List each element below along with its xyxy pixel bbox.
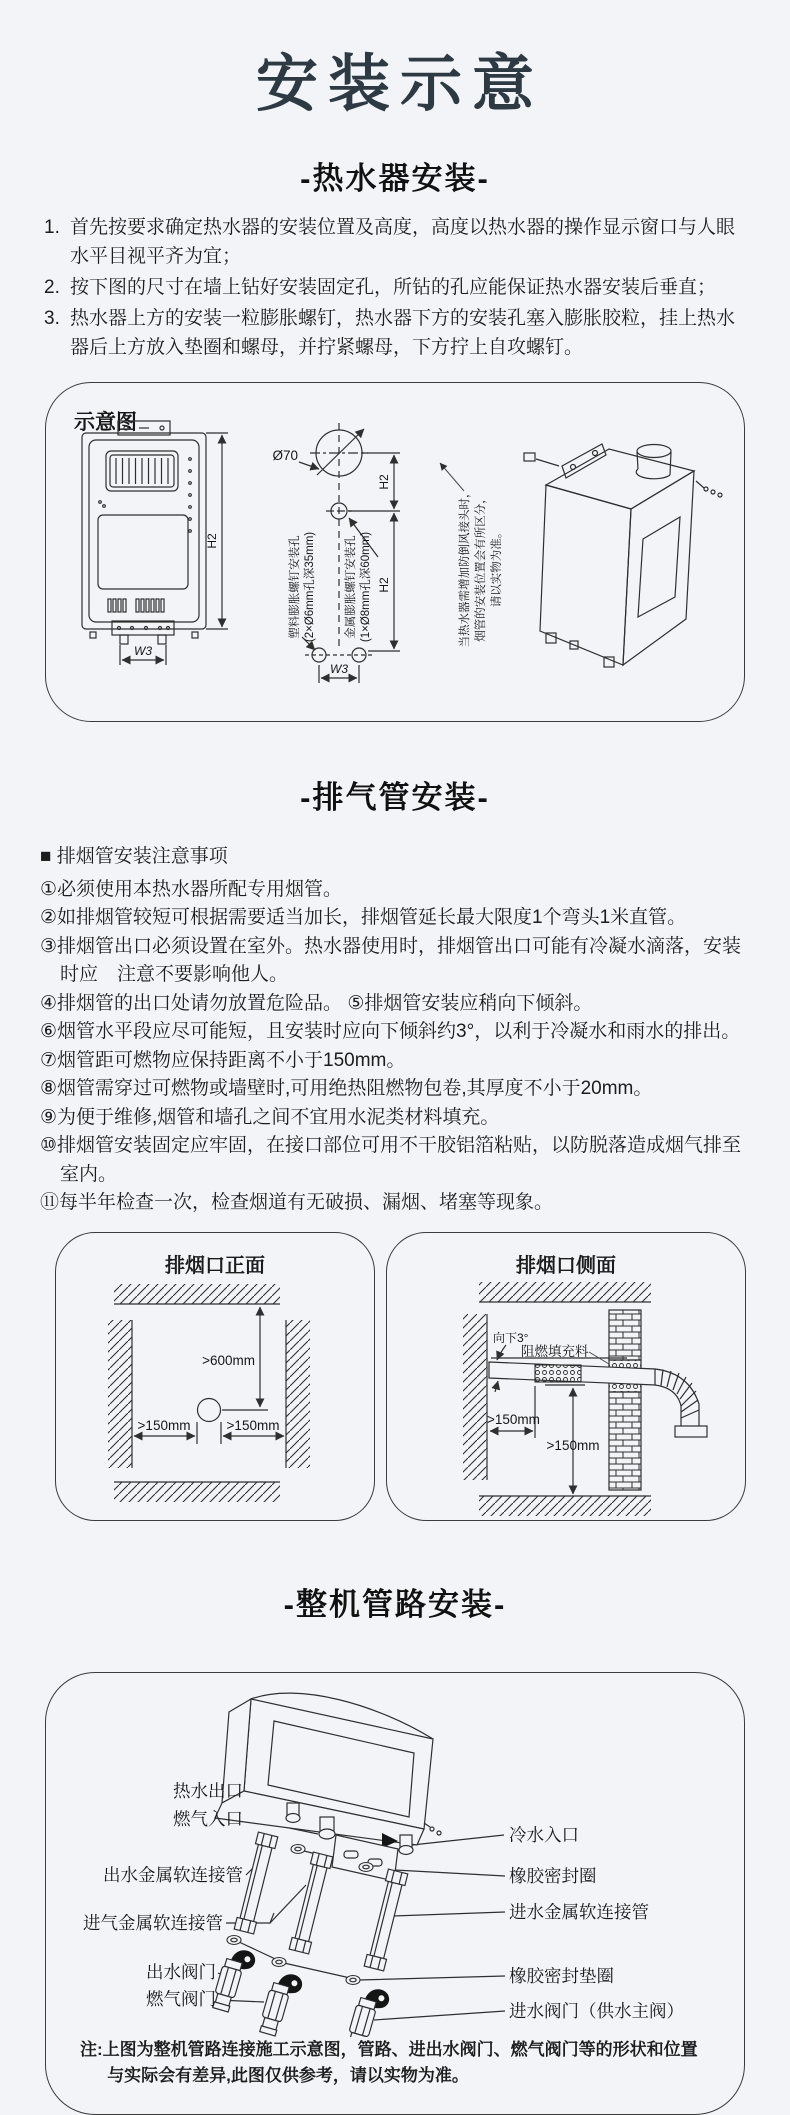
rubber-seal-washer: [272, 1957, 286, 1966]
note-item-10: ⑪每半年检查一次，检查烟道有无破损、漏烟、堵塞等现象。: [40, 1192, 554, 1214]
section-heading-piping-install: -整机管路安装-: [283, 1586, 507, 1622]
note-item-9: ⑩排烟管安装固定应牢固，在接口部位可用不干胶铝箔粘贴，以防脱落造成烟气排至室内。: [40, 1135, 742, 1185]
filler-label: 阻燃填充料: [521, 1343, 589, 1359]
dim-150mm-left: >150mm: [137, 1417, 191, 1433]
dim-h2-upper: H2: [377, 474, 391, 491]
rubber-seal-ring: [291, 1844, 305, 1853]
template-note-line3: 请以实物为准。: [491, 527, 503, 608]
step-text: 按下图的尺寸在墙上钻好安装固定孔，所钻的孔应能保证热水器安装后垂直；: [70, 276, 717, 298]
piping-note: [46, 2037, 744, 2104]
section-heading-exhaust-install: -排气管安装-: [300, 780, 490, 816]
note-item-4: ④排烟管的出口处请勿放置危险品。 ⑤排烟管安装应稍向下倾斜。: [40, 992, 593, 1014]
flue-side-drawing: [387, 1278, 742, 1520]
step-text: 热水器上方的安装一粒膨胀螺钉，热水器下方的安装孔塞入膨胀胶粒，挂上热水器后上方放入垫圈和螺母，并拧紧螺母，下方拧上自攻螺钉。: [70, 307, 736, 358]
heater-isometric-view: [524, 444, 722, 667]
heater-front-view: [82, 421, 206, 644]
flue-side-title: 排烟口侧面: [516, 1254, 616, 1277]
note-item-7: ⑧烟管需穿过可燃物或墙壁时,可用绝热阻燃物包卷,其厚度不小于20mm。: [40, 1078, 653, 1100]
step-number: 3.: [44, 307, 60, 329]
label-gas-valve: 燃气阀门: [146, 1988, 216, 2009]
section-heading-heater-install: -热水器安装-: [300, 161, 490, 196]
dim-w3-template: W3: [330, 662, 348, 677]
label-gas-inlet: 燃气入口: [173, 1808, 243, 1829]
step-1: [44, 214, 746, 272]
flue-diagrams-row: [55, 1232, 745, 1521]
plastic-anchor-hole-spec: (2×Ø6mm孔深35mm): [304, 532, 316, 643]
label-outlet-valve: 出水阀门: [146, 1961, 216, 1982]
label-outlet-flex-pipe: 出水金属软连接管: [103, 1864, 243, 1885]
label-rubber-seal-washer: 橡胶密封垫圈: [509, 1965, 614, 1986]
flue-front-panel: [55, 1232, 375, 1521]
label-inlet-valve: 进水阀门（供水主阀）: [509, 2000, 684, 2021]
exhaust-notes-title: ■ 排烟管安装注意事项: [40, 846, 228, 868]
template-note-line2: 烟管的安装位置会有所区分，: [475, 492, 487, 643]
drilling-template: [272, 423, 400, 683]
piping-exploded-drawing: [46, 1677, 746, 2037]
note-item-2: ②如排烟管较短可根据需要适当加长，排烟管延长最大限度1个弯头1米直管。: [40, 907, 687, 929]
inlet-flex-pipe: [364, 1869, 408, 1971]
inlet-valve: [345, 1984, 392, 2037]
note-item-8: ⑨为便于维修,烟管和墙孔之间不宜用水泥类材料填充。: [40, 1106, 500, 1128]
step-number: 1.: [44, 217, 60, 238]
gas-valve: [258, 1969, 305, 2037]
metal-anchor-hole-spec: (1×Ø8mm孔深60mm): [360, 532, 372, 643]
exhaust-notes: [0, 817, 790, 1218]
mounting-schematic-panel: [45, 382, 745, 722]
step-3: [44, 305, 746, 363]
heater-install-steps: [0, 198, 790, 362]
dim-w3-front: W3: [134, 644, 152, 659]
piping-schematic-panel: [45, 1672, 745, 2115]
step-text: 首先按要求确定热水器的安装位置及高度，高度以热水器的操作显示窗口与人眼水平目视平齐为宜；: [70, 217, 736, 267]
down-3deg-label: 向下3°: [493, 1330, 529, 1345]
dim-150mm-right: >150mm: [226, 1417, 280, 1433]
dim-h2-front: H2: [205, 533, 219, 550]
note-item-5: ⑥烟管水平段应尽可能短，且安装时应向下倾斜约3°，以利于冷凝水和雨水的排出。: [40, 1021, 741, 1043]
page-title: 安装示意: [255, 47, 544, 120]
dim-h2-lower: H2: [377, 577, 391, 594]
label-hot-water-outlet: 热水出口: [173, 1780, 243, 1801]
template-note: [440, 463, 503, 648]
template-note-line1: 当热水器需增加防倒风接头时，: [459, 486, 471, 648]
rubber-seal-washer: [227, 1935, 241, 1944]
label-gas-flex-pipe: 进气金属软连接管: [83, 1912, 223, 1933]
dim-dia70: Ø70: [272, 448, 298, 464]
note-item-6: ⑦烟管距可燃物应保持距离不小于150mm。: [40, 1049, 406, 1071]
plastic-anchor-hole-label: 塑料膨胀螺钉安装孔: [289, 535, 301, 640]
mounting-schematic-drawing: [46, 389, 744, 719]
dim-150mm-wall: >150mm: [487, 1411, 540, 1427]
note-item-1: ①必须使用本热水器所配专用烟管。: [40, 878, 343, 900]
outlet-valve: [211, 1945, 258, 2015]
label-cold-water-inlet: 冷水入口: [509, 1824, 579, 1845]
dim-150mm-floor: >150mm: [546, 1437, 600, 1453]
note-item-3: ③排烟管出口必须设置在室外。热水器使用时，排烟管出口可能有冷凝水滴落，安装时应 注意不要影响他人。: [40, 935, 742, 986]
schematic-label: 示意图: [74, 411, 137, 435]
label-inlet-flex-pipe: 进水金属软连接管: [509, 1901, 649, 1922]
step-2: [44, 274, 746, 303]
piping-note-text: 注:上图为整机管路连接施工示意图，管路、进出水阀门、燃气阀门等的形状和位置与实际会有差异,此图仅供参考，请以实物为准。: [80, 2039, 698, 2086]
rubber-seal-ring: [359, 1862, 373, 1871]
label-rubber-seal-ring: 橡胶密封圈: [509, 1865, 597, 1886]
heater-isometric-body: [215, 1693, 441, 1881]
flue-front-title: 排烟口正面: [165, 1254, 265, 1277]
step-number: 2.: [44, 276, 60, 298]
dim-600mm: >600mm: [202, 1352, 255, 1368]
gas-flex-pipe: [289, 1852, 333, 1954]
metal-anchor-hole-label: 金属膨胀螺钉安装孔: [345, 535, 357, 640]
flue-side-panel: [386, 1232, 746, 1521]
flue-outlet-circle: [198, 1398, 221, 1421]
flue-front-drawing: [56, 1278, 371, 1520]
rubber-seal-washer: [346, 1975, 360, 1984]
